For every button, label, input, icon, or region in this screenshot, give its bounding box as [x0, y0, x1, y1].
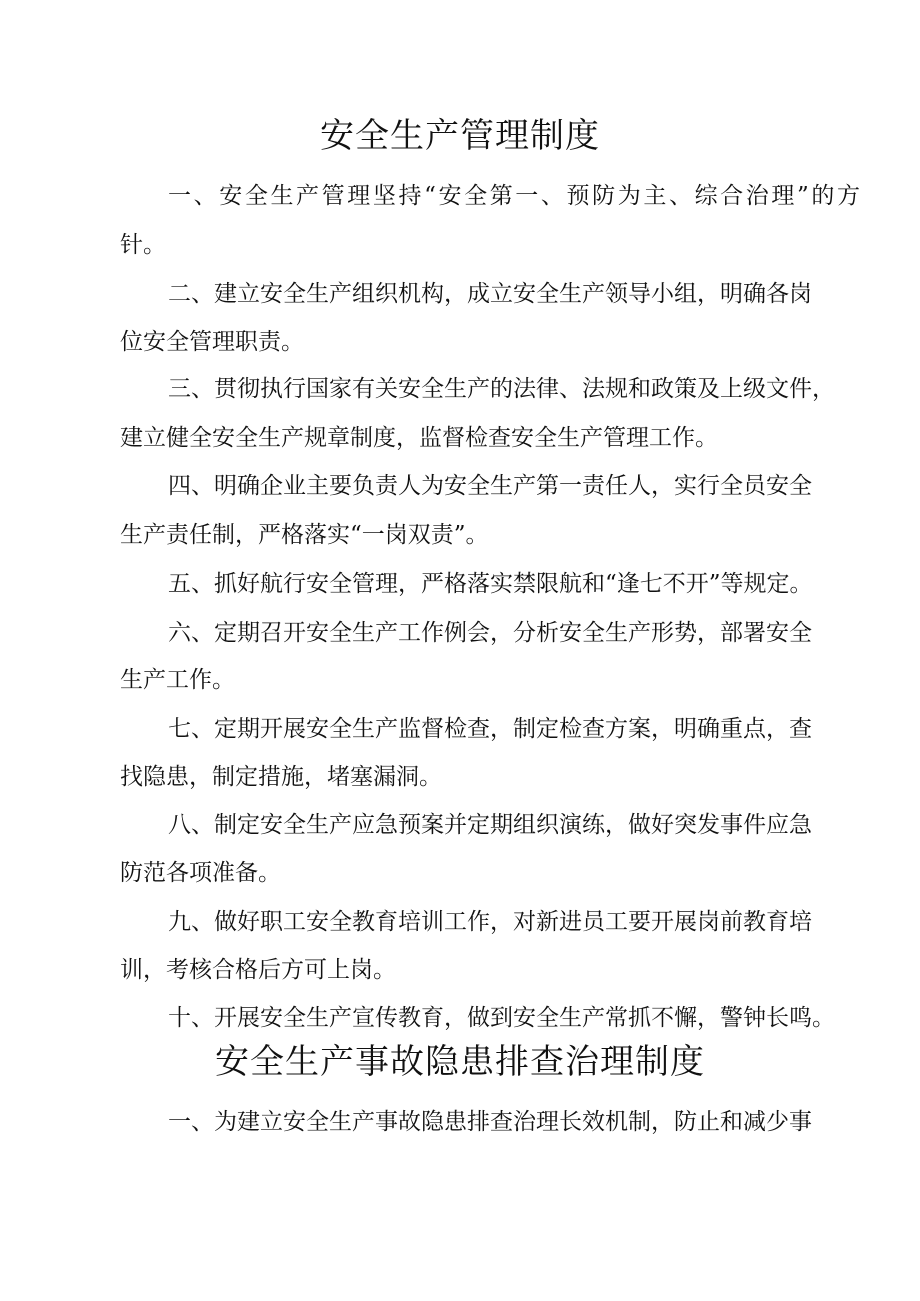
document-title: 安全生产管理制度: [320, 116, 600, 156]
section-paragraph-1-line-1: 一、为建立安全生产事故隐患排查治理长效机制，防止和减少事: [168, 1109, 812, 1135]
section-title: 安全生产事故隐患排查治理制度: [215, 1042, 705, 1082]
paragraph-1-line-2: 针。: [120, 232, 166, 258]
paragraph-4-line-1: 四、明确企业主要负责人为安全生产第一责任人，实行全员安全: [168, 473, 812, 499]
paragraph-7-line-2: 找隐患，制定措施，堵塞漏洞。: [120, 764, 442, 790]
paragraph-5-line-1: 五、抓好航行安全管理，严格落实禁限航和“逢七不开”等规定。: [168, 571, 813, 597]
paragraph-2-line-1: 二、建立安全生产组织机构，成立安全生产领导小组，明确各岗: [168, 281, 812, 307]
paragraph-3-line-1: 三、贯彻执行国家有关安全生产的法律、法规和政策及上级文件，: [168, 376, 835, 402]
paragraph-6-line-2: 生产工作。: [120, 667, 235, 693]
paragraph-9-line-1: 九、做好职工安全教育培训工作，对新进员工要开展岗前教育培: [168, 909, 812, 935]
paragraph-3-line-2: 建立健全安全生产规章制度，监督检查安全生产管理工作。: [120, 425, 718, 451]
paragraph-6-line-1: 六、定期召开安全生产工作例会，分析安全生产形势，部署安全: [168, 620, 812, 646]
paragraph-1-line-1: 一、安全生产管理坚持“安全第一、预防为主、综合治理”的方: [168, 183, 860, 209]
paragraph-8-line-2: 防范各项准备。: [120, 860, 281, 886]
paragraph-10-line-1: 十、开展安全生产宣传教育，做到安全生产常抓不懈，警钟长鸣。: [168, 1005, 835, 1031]
paragraph-7-line-1: 七、定期开展安全生产监督检查，制定检查方案，明确重点，查: [168, 716, 812, 742]
paragraph-2-line-2: 位安全管理职责。: [120, 329, 304, 355]
paragraph-4-line-2: 生产责任制，严格落实“一岗双责”。: [120, 522, 489, 548]
paragraph-9-line-2: 训，考核合格后方可上岗。: [120, 957, 396, 983]
paragraph-8-line-1: 八、制定安全生产应急预案并定期组织演练，做好突发事件应急: [168, 812, 812, 838]
